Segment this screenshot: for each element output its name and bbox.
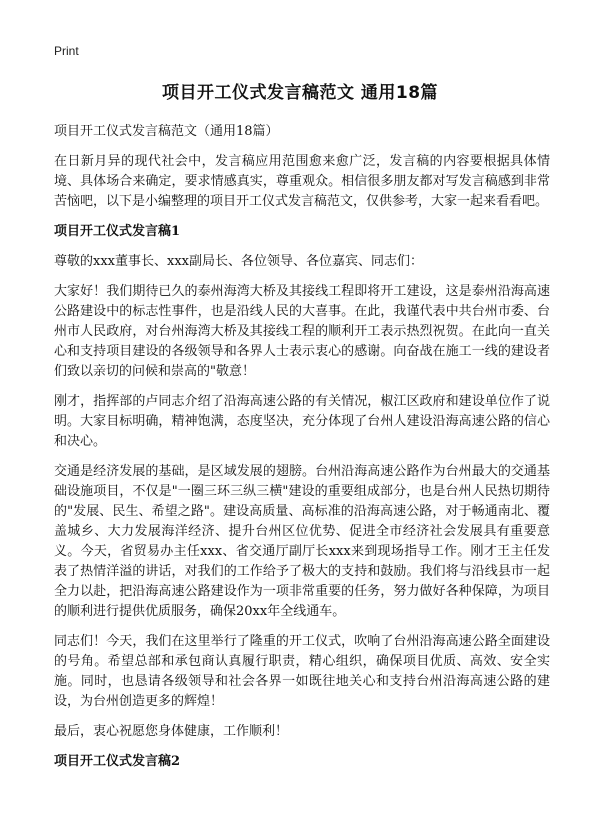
body-paragraph: 刚才，指挥部的卢同志介绍了沿海高速公路的有关情况，椒江区政府和建设单位作了说明。大家目标明确，精神饱满，态度坚决，充分体现了台州人建设沿海高速公路的信心和决心。 bbox=[54, 394, 550, 449]
body-paragraph: 交通是经济发展的基础，是区域发展的翅膀。台州沿海高速公路作为台州最大的交通基础设施项目，不仅是"一圈三环三纵三横"建设的重要组成部分，也是台州人民热切期待的"发展、民生、希望之路"。建设高质量、高标准的沿海高速公路，对于畅通南北、覆盖城乡、大力发展海洋经济、提升台州区位优势、促进全市经济社会发展具有重要意义。今天，省贸易办主任xxx、省交通厅副厅长xxx来到现场指导工作。刚才王主任发表了热情洋溢的讲话，对我们的工作给予了极大的支持和鼓励。我们将与沿线县市一起全力以赴，把沿海高速公路建设作为一项非常重要的任务，努力做好各种保障，为项目的顺利进行提供优质服务，确保20xx年全线通车。 bbox=[54, 464, 550, 619]
document-body bbox=[54, 122, 550, 782]
section-heading-1: 项目开工仪式发言稿1 bbox=[54, 224, 181, 239]
salutation-paragraph: 尊敬的xxx董事长、xxx副局长、各位领导、各位嘉宾、同志们： bbox=[54, 254, 423, 269]
body-paragraph: 同志们！今天，我们在这里举行了隆重的开工仪式，吹响了台州沿海高速公路全面建设的号角。希望总部和承包商认真履行职责，精心组织，确保项目优质、高效、安全实施。同时，也恳请各级领导和社会各界一如既往地关心和支持台州沿海高速公路的建设，为台州创造更多的辉煌！ bbox=[54, 634, 550, 709]
body-paragraph: 大家好！我们期待已久的泰州海湾大桥及其接线工程即将开工建设，这是泰州沿海高速公路建设中的标志性事件，也是沿线人民的大喜事。在此，我谨代表中共台州市委、台州市人民政府，对台州海湾大桥及其接线工程的顺利开工表示热烈祝贺。在此向一直关心和支持项目建设的各级领导和各界人士表示衷心的感谢。向奋战在施工一线的建设者们致以亲切的问候和崇高的"敬意！ bbox=[54, 284, 550, 379]
document-subtitle: 项目开工仪式发言稿范文（通用18篇） bbox=[54, 124, 279, 139]
closing-paragraph: 最后，衷心祝愿您身体健康，工作顺利！ bbox=[54, 724, 289, 739]
intro-paragraph: 在日新月异的现代社会中，发言稿应用范围愈来愈广泛，发言稿的内容要根据具体情境、具体场合来确定，要求情感真实，尊重观众。相信很多朋友都对写发言稿感到非常苦恼吧，以下是小编整理的项目开工仪式发言稿范文，仅供参考，大家一起来看看吧。 bbox=[54, 154, 550, 209]
section-heading-2: 项目开工仪式发言稿2 bbox=[54, 754, 181, 769]
print-link[interactable]: Print bbox=[54, 44, 79, 58]
page-title: 项目开工仪式发言稿范文 通用18篇 bbox=[161, 83, 439, 103]
